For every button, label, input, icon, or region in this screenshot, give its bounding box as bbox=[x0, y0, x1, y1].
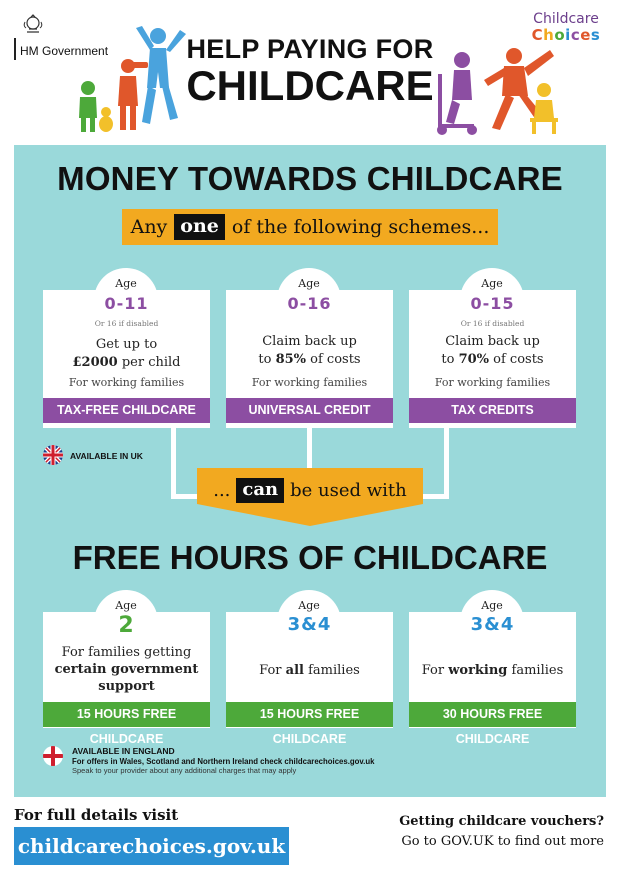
body-pre: to bbox=[258, 352, 276, 368]
eligibility: For working families bbox=[251, 376, 368, 389]
banner-prefix: Any bbox=[130, 216, 168, 238]
can-be-used-text bbox=[197, 473, 423, 507]
free-hours-bar: 15 HOURS FREE CHILDCARE bbox=[226, 702, 393, 727]
england-notes bbox=[72, 746, 592, 776]
logo-letter: h bbox=[543, 26, 555, 45]
logo-line-1: Childcare bbox=[533, 11, 599, 27]
card-body bbox=[43, 336, 210, 372]
age-label: Age bbox=[298, 599, 320, 612]
royal-crest-icon bbox=[22, 14, 44, 36]
body-bold: working bbox=[448, 663, 508, 678]
free-hours-heading: FREE HOURS OF CHILDCARE bbox=[72, 539, 548, 576]
title-line-1: HELP PAYING FOR bbox=[186, 34, 434, 64]
body-post: families bbox=[303, 663, 360, 678]
eligibility: For working families bbox=[434, 376, 551, 389]
logo-letter: e bbox=[580, 26, 591, 45]
connector-line bbox=[444, 428, 449, 498]
age-label: Age bbox=[481, 599, 503, 612]
age-value: 2 bbox=[118, 613, 135, 638]
body-bold: all bbox=[285, 663, 304, 678]
scheme-name-bar: TAX-FREE CHILDCARE bbox=[43, 398, 210, 423]
available-uk: AVAILABLE IN UK bbox=[70, 451, 143, 461]
age-label: Age bbox=[115, 277, 137, 290]
disabled-note: Or 16 if disabled bbox=[460, 319, 525, 328]
age-value: 3&4 bbox=[470, 614, 515, 635]
disabled-note: Or 16 if disabled bbox=[94, 319, 159, 328]
card-body bbox=[43, 645, 210, 696]
body-pre: For bbox=[421, 663, 449, 678]
money-heading: MONEY TOWARDS CHILDCARE bbox=[57, 160, 563, 197]
body-post: families bbox=[507, 663, 564, 678]
logo-letter: C bbox=[531, 26, 544, 45]
body-pre: to bbox=[441, 352, 459, 368]
eligibility: For working families bbox=[68, 376, 185, 389]
card-body bbox=[226, 333, 393, 369]
logo-letter: s bbox=[590, 26, 601, 45]
can-suffix: be used with bbox=[290, 479, 407, 501]
childcare-choices-logo bbox=[520, 12, 612, 44]
body-line: For families getting bbox=[61, 645, 192, 660]
age-range: 0-11 bbox=[104, 294, 149, 313]
scheme-name-bar: TAX CREDITS bbox=[409, 398, 576, 423]
body-line: Claim back up bbox=[445, 334, 540, 349]
age-value: 3&4 bbox=[287, 614, 332, 635]
scheme-name-bar: UNIVERSAL CREDIT bbox=[226, 398, 393, 423]
body-line bbox=[226, 351, 393, 369]
body-line: certain government bbox=[54, 661, 199, 677]
percentage: 85% bbox=[275, 352, 307, 368]
body-rest: of costs bbox=[306, 352, 361, 368]
available-england: AVAILABLE IN ENGLAND bbox=[72, 746, 175, 756]
full-details-label: For full details visit bbox=[14, 806, 179, 824]
banner-highlight: one bbox=[174, 214, 225, 240]
free-hours-bar: 30 HOURS FREE CHILDCARE bbox=[409, 702, 576, 727]
england-flag-icon bbox=[43, 746, 63, 766]
age-label: Age bbox=[481, 277, 503, 290]
connector-line bbox=[171, 428, 176, 498]
logo-letter: o bbox=[554, 26, 566, 45]
age-label: Age bbox=[298, 277, 320, 290]
can-prefix: ... bbox=[213, 479, 231, 501]
banner-suffix: of the following schemes... bbox=[231, 216, 490, 238]
other-nations-note: For offers in Wales, Scotland and Northern Ireland check childcarechoices.gov.uk bbox=[72, 756, 375, 766]
body-line bbox=[409, 351, 576, 369]
connector-line bbox=[307, 428, 312, 472]
provider-charges-note: Speak to your provider about any additional charges that may apply bbox=[72, 766, 297, 776]
uk-flag-icon bbox=[43, 445, 63, 465]
children-illustration-right bbox=[432, 44, 564, 136]
age-label: Age bbox=[115, 599, 137, 612]
gov-name: HM Government bbox=[20, 44, 109, 58]
logo-line-2 bbox=[520, 27, 612, 44]
body-line bbox=[43, 354, 210, 372]
body-pre: For bbox=[259, 663, 286, 678]
amount: £2000 bbox=[72, 355, 118, 371]
body-rest: of costs bbox=[489, 352, 544, 368]
card-body bbox=[409, 333, 576, 369]
age-range: 0-16 bbox=[287, 294, 332, 313]
card-body bbox=[409, 662, 576, 680]
vouchers-question: Getting childcare vouchers? bbox=[399, 814, 604, 829]
logo-letter: i bbox=[565, 26, 571, 45]
page-title bbox=[165, 36, 455, 107]
body-line: support bbox=[98, 678, 155, 694]
body-rest: per child bbox=[117, 355, 181, 371]
body-line: Claim back up bbox=[262, 334, 357, 349]
free-hours-bar: 15 HOURS FREE CHILDCARE bbox=[43, 702, 210, 727]
body-line: Get up to bbox=[95, 337, 158, 352]
logo-letter: c bbox=[570, 26, 581, 45]
title-line-2: CHILDCARE bbox=[186, 62, 434, 109]
percentage: 70% bbox=[458, 352, 490, 368]
age-range: 0-15 bbox=[470, 294, 515, 313]
can-highlight: can bbox=[236, 478, 284, 503]
card-body bbox=[226, 662, 393, 680]
website-link[interactable]: childcarechoices.gov.uk bbox=[14, 827, 289, 865]
vouchers-answer: Go to GOV.UK to find out more bbox=[401, 834, 604, 849]
schemes-banner-text bbox=[122, 209, 498, 245]
